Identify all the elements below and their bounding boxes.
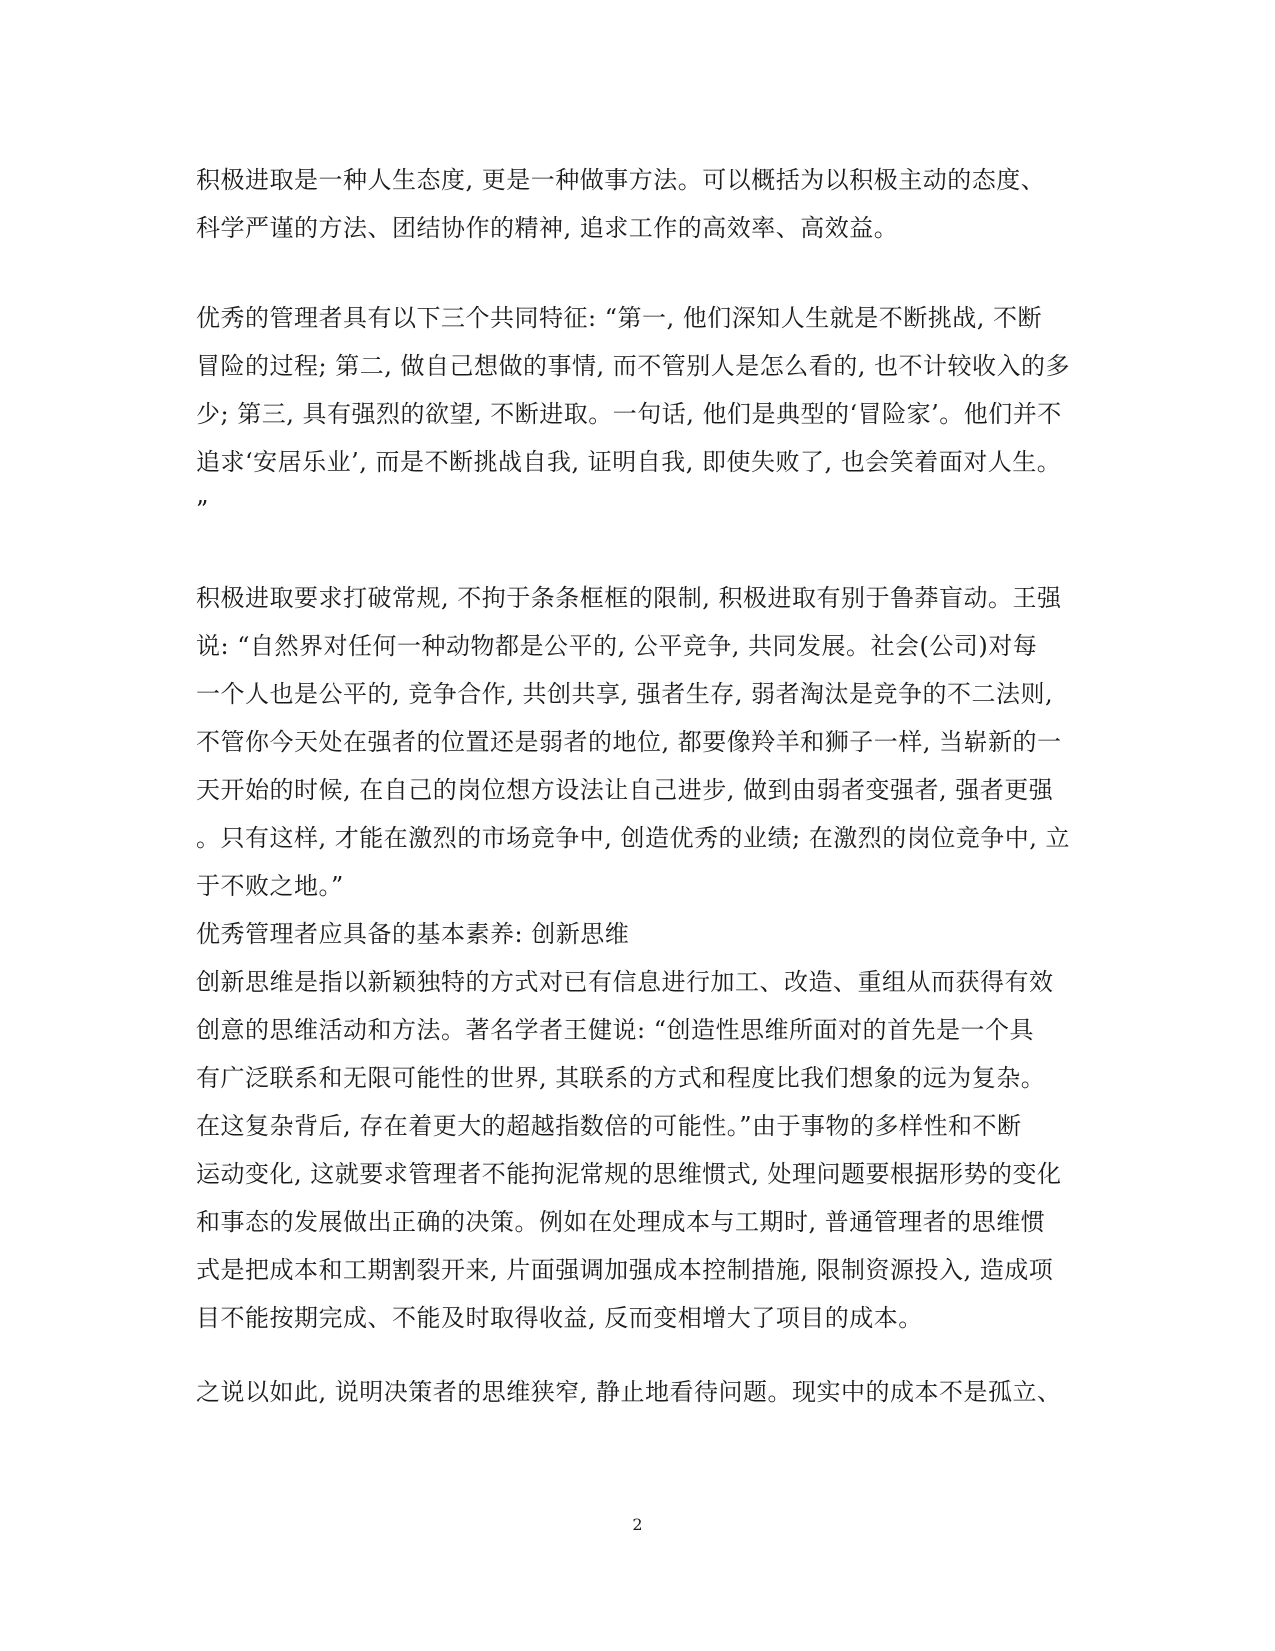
paragraph-1 bbox=[196, 156, 1076, 252]
text-line: 在这复杂背后, 存在着更大的超越指数倍的可能性。”由于事物的多样性和不断 bbox=[196, 1112, 1022, 1140]
text-line: 冒险的过程; 第二, 做自己想做的事情, 而不管别人是怎么看的, 也不计较收入的多 bbox=[196, 352, 1070, 380]
text-line: 有广泛联系和无限可能性的世界, 其联系的方式和程度比我们想象的远为复杂。 bbox=[196, 1064, 1046, 1092]
text-line: 积极进取是一种人生态度, 更是一种做事方法。可以概括为以积极主动的态度、 bbox=[196, 166, 1046, 194]
text-line: 说: “自然界对任何一种动物都是公平的, 公平竞争, 共同发展。社会(公司)对每 bbox=[196, 632, 1038, 660]
text-line: 创意的思维活动和方法。著名学者王健说: “创造性思维所面对的首先是一个具 bbox=[196, 1016, 1034, 1044]
text-line: 之说以如此, 说明决策者的思维狭窄, 静止地看待问题。现实中的成本不是孤立、 bbox=[196, 1378, 1062, 1406]
text-line: 。只有这样, 才能在激烈的市场竞争中, 创造优秀的业绩; 在激烈的岗位竞争中, 立 bbox=[196, 824, 1070, 852]
text-line: 优秀的管理者具有以下三个共同特征: “第一, 他们深知人生就是不断挑战, 不断 bbox=[196, 304, 1042, 332]
text-line: 一个人也是公平的, 竞争合作, 共创共享, 强者生存, 弱者淘汰是竞争的不二法则, bbox=[196, 680, 1054, 708]
text-line: 不管你今天处在强者的位置还是弱者的地位, 都要像羚羊和狮子一样, 当崭新的一 bbox=[196, 728, 1062, 756]
text-line: 于不败之地。” bbox=[196, 872, 344, 900]
text-line: 和事态的发展做出正确的决策。例如在处理成本与工期时, 普通管理者的思维惯 bbox=[196, 1208, 1046, 1236]
paragraph-3 bbox=[196, 574, 1076, 1342]
text-line: 积极进取要求打破常规, 不拘于条条框框的限制, 积极进取有别于鲁莽盲动。王强 bbox=[196, 584, 1062, 612]
text-line: 少; 第三, 具有强烈的欲望, 不断进取。一句话, 他们是典型的‘冒险家’。他们并不 bbox=[196, 400, 1062, 428]
text-line: 天开始的时候, 在自己的岗位想方设法让自己进步, 做到由弱者变强者, 强者更强 bbox=[196, 776, 1054, 804]
text-line: 运动变化, 这就要求管理者不能拘泥常规的思维惯式, 处理问题要根据形势的变化 bbox=[196, 1160, 1062, 1188]
page-number: 2 bbox=[632, 1515, 643, 1534]
section-heading: 优秀管理者应具备的基本素养: 创新思维 bbox=[196, 920, 630, 948]
text-line: 目不能按期完成、不能及时取得收益, 反而变相增大了项目的成本。 bbox=[196, 1304, 923, 1332]
text-line: ” bbox=[196, 496, 209, 524]
text-line: 科学严谨的方法、团结协作的精神, 追求工作的高效率、高效益。 bbox=[196, 214, 899, 242]
text-line: 追求‘安居乐业’, 而是不断挑战自我, 证明自我, 即使失败了, 也会笑着面对人生。 bbox=[196, 448, 1062, 476]
text-line: 创新思维是指以新颖独特的方式对已有信息进行加工、改造、重组从而获得有效 bbox=[196, 968, 1054, 996]
paragraph-2 bbox=[196, 294, 1076, 534]
paragraph-4 bbox=[196, 1368, 1076, 1416]
text-line: 式是把成本和工期割裂开来, 片面强调加强成本控制措施, 限制资源投入, 造成项 bbox=[196, 1256, 1054, 1284]
